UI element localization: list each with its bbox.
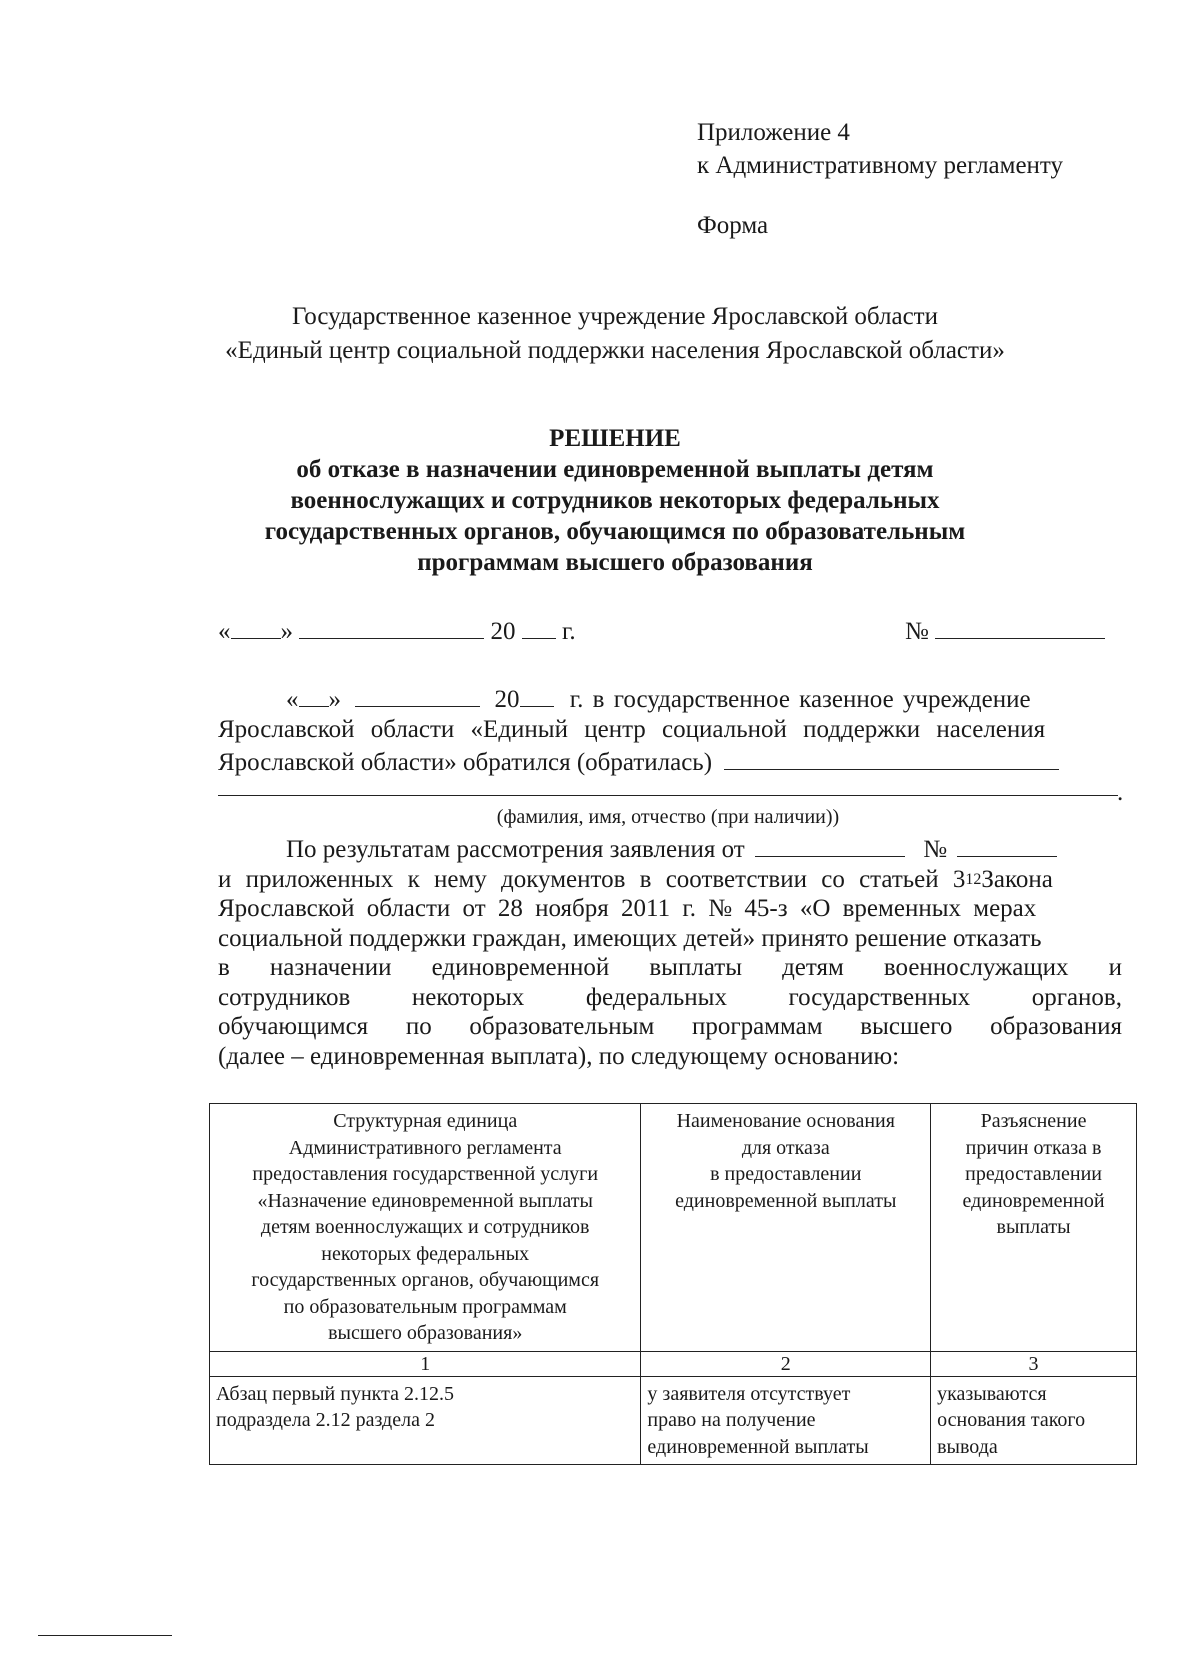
decision-line-2-text: и приложенных к нему документов в соответствии со статьей 3	[218, 865, 966, 893]
header-1-line: некоторых федеральных	[321, 1242, 530, 1265]
organization-name	[150, 300, 1080, 368]
date-close-quote: »	[280, 618, 293, 645]
header-3-line: Разъяснение	[980, 1110, 1087, 1132]
cell-3-line: вывода	[937, 1435, 998, 1458]
cell-2-line: право на получение	[647, 1409, 816, 1431]
footnote-separator	[38, 1635, 172, 1636]
application-date-blank[interactable]	[755, 832, 905, 857]
column-number-1: 1	[210, 1351, 641, 1376]
header-1-line: Административного регламента	[288, 1136, 562, 1159]
article-superscript: 12	[965, 870, 982, 888]
application-paragraph	[218, 682, 1122, 778]
header-3-line: предоставлении	[965, 1163, 1102, 1185]
header-2-line: единовременной выплаты	[675, 1189, 897, 1212]
header-3-line: выплаты	[996, 1216, 1071, 1238]
title-line-3: государственных органов, обучающимся по образовательным	[264, 518, 966, 545]
header-1-line: государственных органов, обучающимся	[251, 1269, 600, 1291]
appendix-number: Приложение 4	[697, 119, 850, 146]
decision-line-8-text: (далее – единовременная выплата), по следующему основанию:	[218, 1042, 900, 1070]
decision-line-6	[218, 983, 1122, 1013]
header-1-line: Структурная единица	[333, 1110, 518, 1132]
table-header-row	[210, 1104, 1137, 1352]
app-year-blank[interactable]	[520, 682, 554, 707]
header-1-line: детям военнослужащих и сотрудников	[260, 1216, 590, 1238]
header-explanation	[931, 1104, 1137, 1352]
title-line-2: военнослужащих и сотрудников некоторых федеральных	[290, 487, 940, 514]
applicant-name-end-dot: .	[1117, 779, 1124, 806]
app-open-quote: «	[286, 686, 299, 713]
form-label: Форма	[697, 212, 769, 239]
applicant-name-blank[interactable]	[724, 745, 1059, 770]
column-number-2: 2	[641, 1351, 931, 1376]
decision-paragraph	[218, 832, 1122, 1071]
decision-line-3	[218, 894, 1122, 924]
cell-explanation	[931, 1376, 1137, 1465]
app-month-blank[interactable]	[355, 682, 480, 707]
header-3-line: единовременной	[962, 1189, 1105, 1212]
decision-line-4-text: социальной поддержки граждан, имеющих детей» принято решение отказать	[218, 924, 1042, 952]
cell-3-line: указываются	[937, 1382, 1047, 1405]
header-structural-unit	[210, 1104, 641, 1352]
decision-line-7-text: обучающимся по образовательным программам высшего образования	[218, 1013, 1122, 1040]
header-2-line: для отказа	[741, 1136, 830, 1159]
number-sign: №	[905, 618, 929, 645]
appendix-reference	[697, 116, 1063, 182]
cell-1-line: Абзац первый пункта 2.12.5	[216, 1382, 454, 1405]
document-title	[150, 423, 1080, 578]
table-row	[210, 1376, 1137, 1465]
title-line-1: об отказе в назначении единовременной выплаты детям	[296, 456, 934, 483]
cell-2-line: единовременной выплаты	[647, 1435, 869, 1458]
application-number-blank[interactable]	[957, 832, 1057, 857]
month-blank[interactable]	[299, 614, 484, 639]
cell-refusal-ground	[641, 1376, 931, 1465]
decision-line-4	[218, 924, 1122, 954]
decision-line-1-text: По результатам рассмотрения заявления от	[286, 836, 745, 863]
decision-line-7	[218, 1012, 1122, 1042]
app-day-blank[interactable]	[299, 682, 329, 707]
cell-3-line: основания такого	[937, 1409, 1086, 1431]
decision-line-8	[218, 1042, 1122, 1072]
header-1-line: «Назначение единовременной выплаты	[257, 1189, 593, 1212]
application-line-3	[218, 745, 1122, 778]
app-year-prefix: 20	[494, 686, 520, 713]
app-line1-rest: г. в государственное казенное учреждение	[569, 686, 1031, 713]
application-number-sign: №	[923, 836, 948, 863]
organization-line-1: Государственное казенное учреждение Ярославской области	[292, 303, 938, 330]
application-line-3-text: Ярославской области» обратился (обратилась)	[218, 749, 713, 776]
refusal-basis-table	[209, 1103, 1137, 1465]
decision-number-blank[interactable]	[935, 614, 1105, 639]
decision-line-5	[218, 953, 1122, 983]
cell-2-line: у заявителя отсутствует	[647, 1382, 851, 1405]
applicant-name-caption: (фамилия, имя, отчество (при наличии))	[496, 806, 840, 828]
decision-line-5-text: в назначении единовременной выплаты детям военнослужащих и	[218, 954, 1122, 981]
decision-number	[905, 614, 1105, 646]
header-2-line: Наименование основания	[676, 1110, 895, 1132]
application-line-1	[218, 682, 1122, 715]
appendix-regulation: к Административному регламенту	[697, 152, 1064, 179]
decision-line-1	[218, 832, 1122, 865]
decision-date	[218, 614, 576, 646]
decision-line-2-end: Закона	[981, 865, 1053, 893]
year-blank[interactable]	[522, 614, 556, 639]
table-column-numbers-row	[210, 1351, 1137, 1376]
header-2-line: в предоставлении	[710, 1163, 862, 1185]
date-year-prefix: 20	[490, 618, 516, 645]
header-3-line: причин отказа в	[965, 1136, 1102, 1159]
title-heading: РЕШЕНИЕ	[549, 425, 681, 452]
organization-line-2: «Единый центр социальной поддержки населения Ярославской области»	[225, 337, 1005, 364]
applicant-name-blank-line[interactable]	[218, 795, 1118, 796]
date-year-suffix: г.	[562, 618, 576, 645]
app-close-quote: »	[328, 686, 341, 713]
decision-line-2	[218, 865, 1122, 895]
title-line-4: программам высшего образования	[417, 549, 813, 576]
cell-structural-unit	[210, 1376, 641, 1465]
column-number-3: 3	[931, 1351, 1137, 1376]
header-refusal-ground	[641, 1104, 931, 1352]
header-1-line: высшего образования»	[328, 1322, 523, 1344]
application-line-2-text: Ярославской области «Единый центр социальной поддержки населения	[218, 716, 1046, 743]
header-1-line: по образовательным программам	[283, 1295, 567, 1318]
decision-line-6-text: сотрудников некоторых федеральных государственных органов,	[218, 983, 1122, 1011]
date-open-quote: «	[218, 618, 231, 645]
application-line-2	[218, 715, 1122, 745]
header-1-line: предоставления государственной услуги	[252, 1163, 599, 1185]
decision-line-3-text: Ярославской области от 28 ноября 2011 г. № 45-з «О временных мерах	[218, 895, 1037, 922]
day-blank[interactable]	[231, 614, 281, 639]
cell-1-line: подраздела 2.12 раздела 2	[216, 1409, 435, 1431]
